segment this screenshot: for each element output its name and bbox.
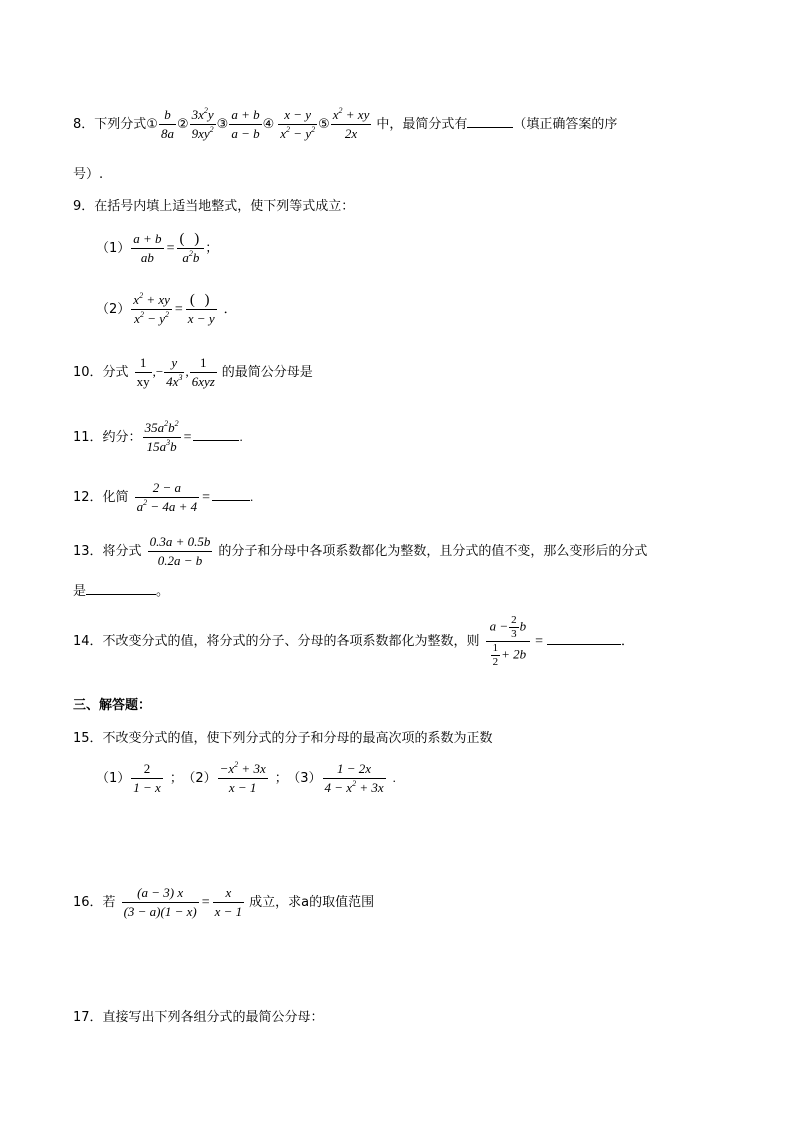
fraction-3: $\frac{a + b}{a - b}$ [231,107,260,141]
question-number: 15． [73,731,103,746]
punctuation: . [392,770,396,785]
fraction-1: $\frac{b}{8a}$ [160,107,174,141]
question-text: （填正确答案的序 [513,117,618,132]
question-text: 中，最简分式有 [376,117,468,132]
part-label: （1） [96,241,131,256]
fraction: $\frac{0.3a + 0.5b}{0.2a - b}$ [149,534,211,568]
question-text: 的最简公分母是 [221,365,313,380]
answer-blank [212,488,250,501]
fraction: $\frac{35a^2b^2}{15a^3b}$ [144,419,179,454]
question-9 [73,195,354,214]
punctuation: ． [621,633,635,648]
question-text: 直接写出下列各组分式的最简公分母： [102,1010,324,1025]
option-marker: ③ [216,117,229,132]
lhs-fraction: $\frac{a + b}{ab}$ [133,231,162,265]
fraction-3: $\frac{1}{\text{6xyz}}$ [191,355,215,389]
option-marker: ④ [262,117,275,132]
question-text: 将分式 [102,544,142,559]
question-text: 约分： [102,430,142,445]
answer-blank [86,582,156,595]
fraction-1: $\frac{1}{xy}$ [136,355,150,389]
equals-sign: = [535,634,543,649]
fraction: $\frac{2 - a}{a^2 - 4a + 4}$ [136,480,198,514]
fraction-4: $\frac{x - y}{x^2 - y^2}$ [280,107,316,141]
question-14 [73,614,634,669]
separator: , [185,364,189,379]
equals-sign: = [166,241,175,256]
punctuation: ； [205,241,219,256]
question-number: 10． [73,365,103,380]
rhs-fraction: $\frac{( )}{a^2b}$ [179,231,203,265]
equals-sign: = [201,895,210,910]
question-15-parts [96,760,396,797]
question-number: 14． [73,634,103,649]
separator: ,− [152,364,164,379]
question-number: 13． [73,544,103,559]
separator: ； [169,771,183,786]
punctuation: . [250,489,254,504]
separator: ； [274,771,288,786]
question-number: 16． [73,895,103,910]
option-marker: ⑤ [318,117,330,132]
fraction-2: $\frac{3x^2y}{9xy^2}$ [191,106,214,141]
fraction-1: $\frac{2}{1 - x}$ [133,761,161,795]
question-number: 17． [73,1010,103,1025]
punctuation: . [239,429,243,444]
part-label: （2） [188,771,217,786]
question-text: 化简 [102,490,129,505]
question-12 [73,479,253,516]
question-15 [73,727,493,746]
part-label: （1） [96,771,131,786]
rhs-fraction: $\frac{x}{x - 1}$ [214,885,243,919]
answer-blank [193,428,239,441]
question-text: 在括号内填上适当地整式，使下列等式成立： [94,199,355,214]
question-text: 成立，求a的取值范围 [249,895,375,910]
option-marker: ① [146,117,158,132]
fraction-5: $\frac{x^2 + xy}{2x}$ [332,106,370,141]
answer-blank [547,632,621,645]
question-13 [73,533,647,570]
fraction-2: $\frac{-x^2 + 3x}{x - 1}$ [219,760,266,795]
question-9-part-1 [96,230,218,267]
fraction-3: $\frac{1 - 2x}{4 - x^2 + 3x}$ [324,761,384,795]
part-label: （3） [293,771,322,786]
question-number: 9． [73,199,95,214]
question-text: 不改变分式的值，使下列分式的分子和分母的最高次项的系数为正数 [102,731,493,746]
question-10 [73,354,313,391]
inner-fraction: $\frac{1}{2}$ [492,642,499,668]
question-8-continuation: 号）. [73,167,104,182]
question-text: 不改变分式的值，将分式的分子、分母的各项系数都化为整数，则 [102,634,480,649]
question-text: 分式 [102,365,129,380]
fraction-2: $\frac{y}{4x^3}$ [166,355,183,389]
question-13-continuation: 是 。 [73,584,170,599]
question-8 [73,106,617,143]
question-text: 的分子和分母中各项系数都化为整数，且分式的值不变，那么变形后的分式 [218,544,648,559]
question-number: 12． [73,490,103,505]
equals-sign: = [174,302,183,317]
part-label: （2） [96,302,131,317]
inner-fraction: $\frac{2}{3}$ [511,614,517,640]
punctuation: ． [223,302,237,317]
question-text: 若 [102,895,116,910]
question-16 [73,884,374,921]
equals-sign: = [183,430,192,445]
question-number: 11． [73,430,103,445]
question-text: 下列分式 [94,117,147,132]
question-17 [73,1006,324,1025]
lhs-fraction: $\frac{(a - 3) x}{(3 - a)(1 - x)}$ [123,885,197,919]
answer-blank [467,115,513,128]
complex-fraction: a − $\frac{2}{3}$ b $\frac{1}{2}$ + 2b [486,614,531,669]
rhs-fraction: $\frac{( )}{x - y}$ [187,292,215,326]
question-11 [73,419,243,456]
section-heading: 三、解答题： [73,698,152,713]
question-9-part-2 [96,291,237,328]
option-marker: ② [176,117,189,132]
lhs-fraction: $\frac{x^2 + xy}{x^2 - y^2}$ [133,291,170,326]
equals-sign: = [202,490,211,505]
question-number: 8． [73,117,95,132]
